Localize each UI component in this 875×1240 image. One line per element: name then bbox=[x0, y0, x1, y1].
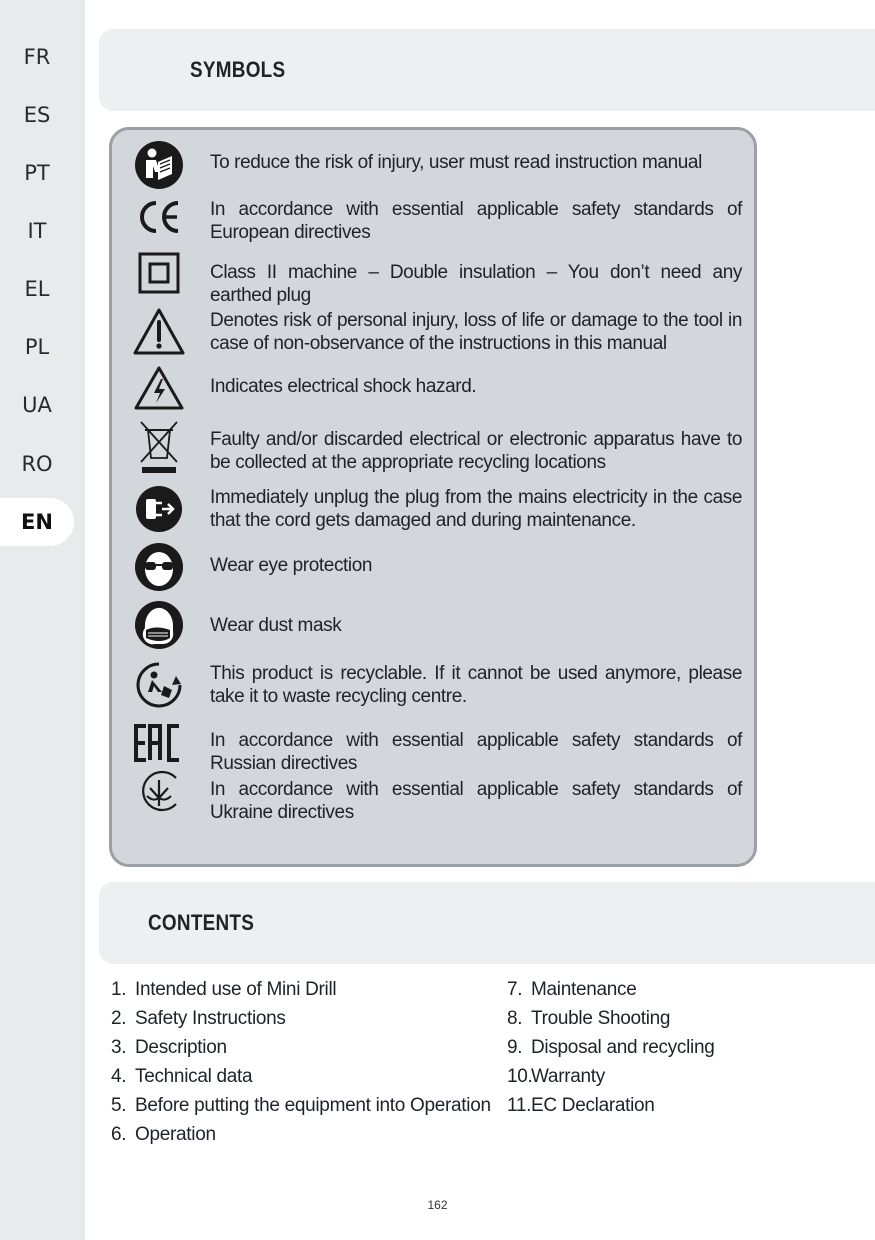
lang-tab-pl[interactable]: PL bbox=[24, 335, 50, 359]
contents-item-label: Technical data bbox=[135, 1066, 253, 1087]
lang-tab-es[interactable]: ES bbox=[23, 103, 51, 127]
symbol-description: This product is recyclable. If it cannot be used anymore, please take it to waste recycling centre. bbox=[210, 663, 742, 707]
contents-title: CONTENTS bbox=[148, 910, 255, 935]
symbol-description: In accordance with essential applicable safety standards of European directives bbox=[210, 199, 742, 243]
unplug-icon bbox=[132, 482, 186, 536]
contents-item-number: 9. bbox=[507, 1037, 523, 1058]
eac-mark-icon bbox=[132, 716, 186, 770]
contents-item-number: 3. bbox=[111, 1037, 127, 1058]
contents-item[interactable] bbox=[111, 1004, 491, 1033]
symbol-description: Denotes risk of personal injury, loss of life or damage to the tool in case of non-observance of the instructions in this manual bbox=[210, 310, 742, 354]
recycle-icon bbox=[132, 658, 186, 712]
eye-protection-icon bbox=[132, 540, 186, 594]
weee-bin-icon bbox=[132, 418, 186, 478]
contents-item[interactable] bbox=[507, 1004, 715, 1033]
symbol-description: Wear eye protection bbox=[210, 555, 373, 576]
contents-item[interactable] bbox=[111, 1062, 491, 1091]
contents-list-left bbox=[111, 975, 491, 1149]
symbols-title: SYMBOLS bbox=[190, 57, 286, 82]
contents-item[interactable] bbox=[507, 1062, 715, 1091]
symbol-description: In accordance with essential applicable safety standards of Ukraine directives bbox=[210, 779, 742, 823]
contents-item-label: Warranty bbox=[531, 1066, 605, 1087]
contents-item-number: 11. bbox=[507, 1095, 532, 1116]
contents-item-label: Maintenance bbox=[531, 979, 637, 1000]
contents-item[interactable] bbox=[111, 975, 491, 1004]
contents-item-number: 1. bbox=[111, 979, 127, 1000]
contents-item-label: Safety Instructions bbox=[135, 1008, 286, 1029]
contents-item-number: 8. bbox=[507, 1008, 523, 1029]
contents-item-number: 7. bbox=[507, 979, 523, 1000]
symbol-description: Faulty and/or discarded electrical or electronic apparatus have to be collected at the appropriate recycling locations bbox=[210, 429, 742, 473]
lang-tab-ro[interactable]: RO bbox=[21, 452, 53, 476]
lang-tab-it[interactable]: IT bbox=[27, 219, 47, 243]
ukraine-mark-icon bbox=[132, 764, 186, 818]
contents-item-number: 4. bbox=[111, 1066, 127, 1087]
lang-tab-pt[interactable]: PT bbox=[24, 161, 50, 185]
contents-item[interactable] bbox=[111, 1120, 491, 1149]
contents-item[interactable] bbox=[111, 1033, 491, 1062]
symbol-description: To reduce the risk of injury, user must read instruction manual bbox=[210, 152, 702, 173]
symbols-header-band bbox=[99, 29, 875, 111]
contents-item-label: Description bbox=[135, 1037, 227, 1058]
dust-mask-icon bbox=[132, 598, 186, 652]
contents-item-number: 5. bbox=[111, 1095, 127, 1116]
contents-item-label: EC Declaration bbox=[531, 1095, 655, 1116]
contents-item-label: Before putting the equipment into Operation bbox=[135, 1095, 491, 1116]
contents-item[interactable] bbox=[111, 1091, 491, 1120]
symbol-description: Wear dust mask bbox=[210, 615, 342, 636]
symbol-description: Class II machine – Double insulation – You don’t need any earthed plug bbox=[210, 262, 742, 306]
symbols-panel bbox=[109, 127, 757, 867]
warning-triangle-icon bbox=[132, 305, 186, 359]
contents-item[interactable] bbox=[507, 1091, 715, 1120]
class-ii-insulation-icon bbox=[132, 246, 186, 300]
lang-tab-en-active[interactable]: EN bbox=[0, 498, 74, 546]
page-number: 162 bbox=[427, 1198, 448, 1212]
contents-item[interactable] bbox=[507, 975, 715, 1004]
contents-item-number: 2. bbox=[111, 1008, 127, 1029]
contents-item-label: Disposal and recycling bbox=[531, 1037, 715, 1058]
language-sidebar bbox=[0, 0, 85, 1240]
lang-tab-ua[interactable]: UA bbox=[22, 393, 52, 417]
symbol-description: Indicates electrical shock hazard. bbox=[210, 376, 477, 397]
symbol-description: In accordance with essential applicable safety standards of Russian directives bbox=[210, 730, 742, 774]
contents-header-band bbox=[99, 882, 875, 964]
read-manual-icon bbox=[132, 138, 186, 192]
contents-item-label: Trouble Shooting bbox=[531, 1008, 671, 1029]
contents-list-right bbox=[507, 975, 715, 1120]
electric-shock-icon bbox=[132, 362, 186, 416]
ce-mark-icon bbox=[132, 190, 186, 244]
lang-tab-fr[interactable]: FR bbox=[23, 45, 51, 69]
symbol-description: Immediately unplug the plug from the mains electricity in the case that the cord gets damaged and during maintenance. bbox=[210, 487, 742, 531]
contents-item-label: Intended use of Mini Drill bbox=[135, 979, 337, 1000]
contents-item-number: 10. bbox=[507, 1066, 533, 1087]
lang-tab-el[interactable]: EL bbox=[24, 277, 50, 301]
contents-item-number: 6. bbox=[111, 1124, 127, 1145]
contents-item-label: Operation bbox=[135, 1124, 216, 1145]
contents-item[interactable] bbox=[507, 1033, 715, 1062]
